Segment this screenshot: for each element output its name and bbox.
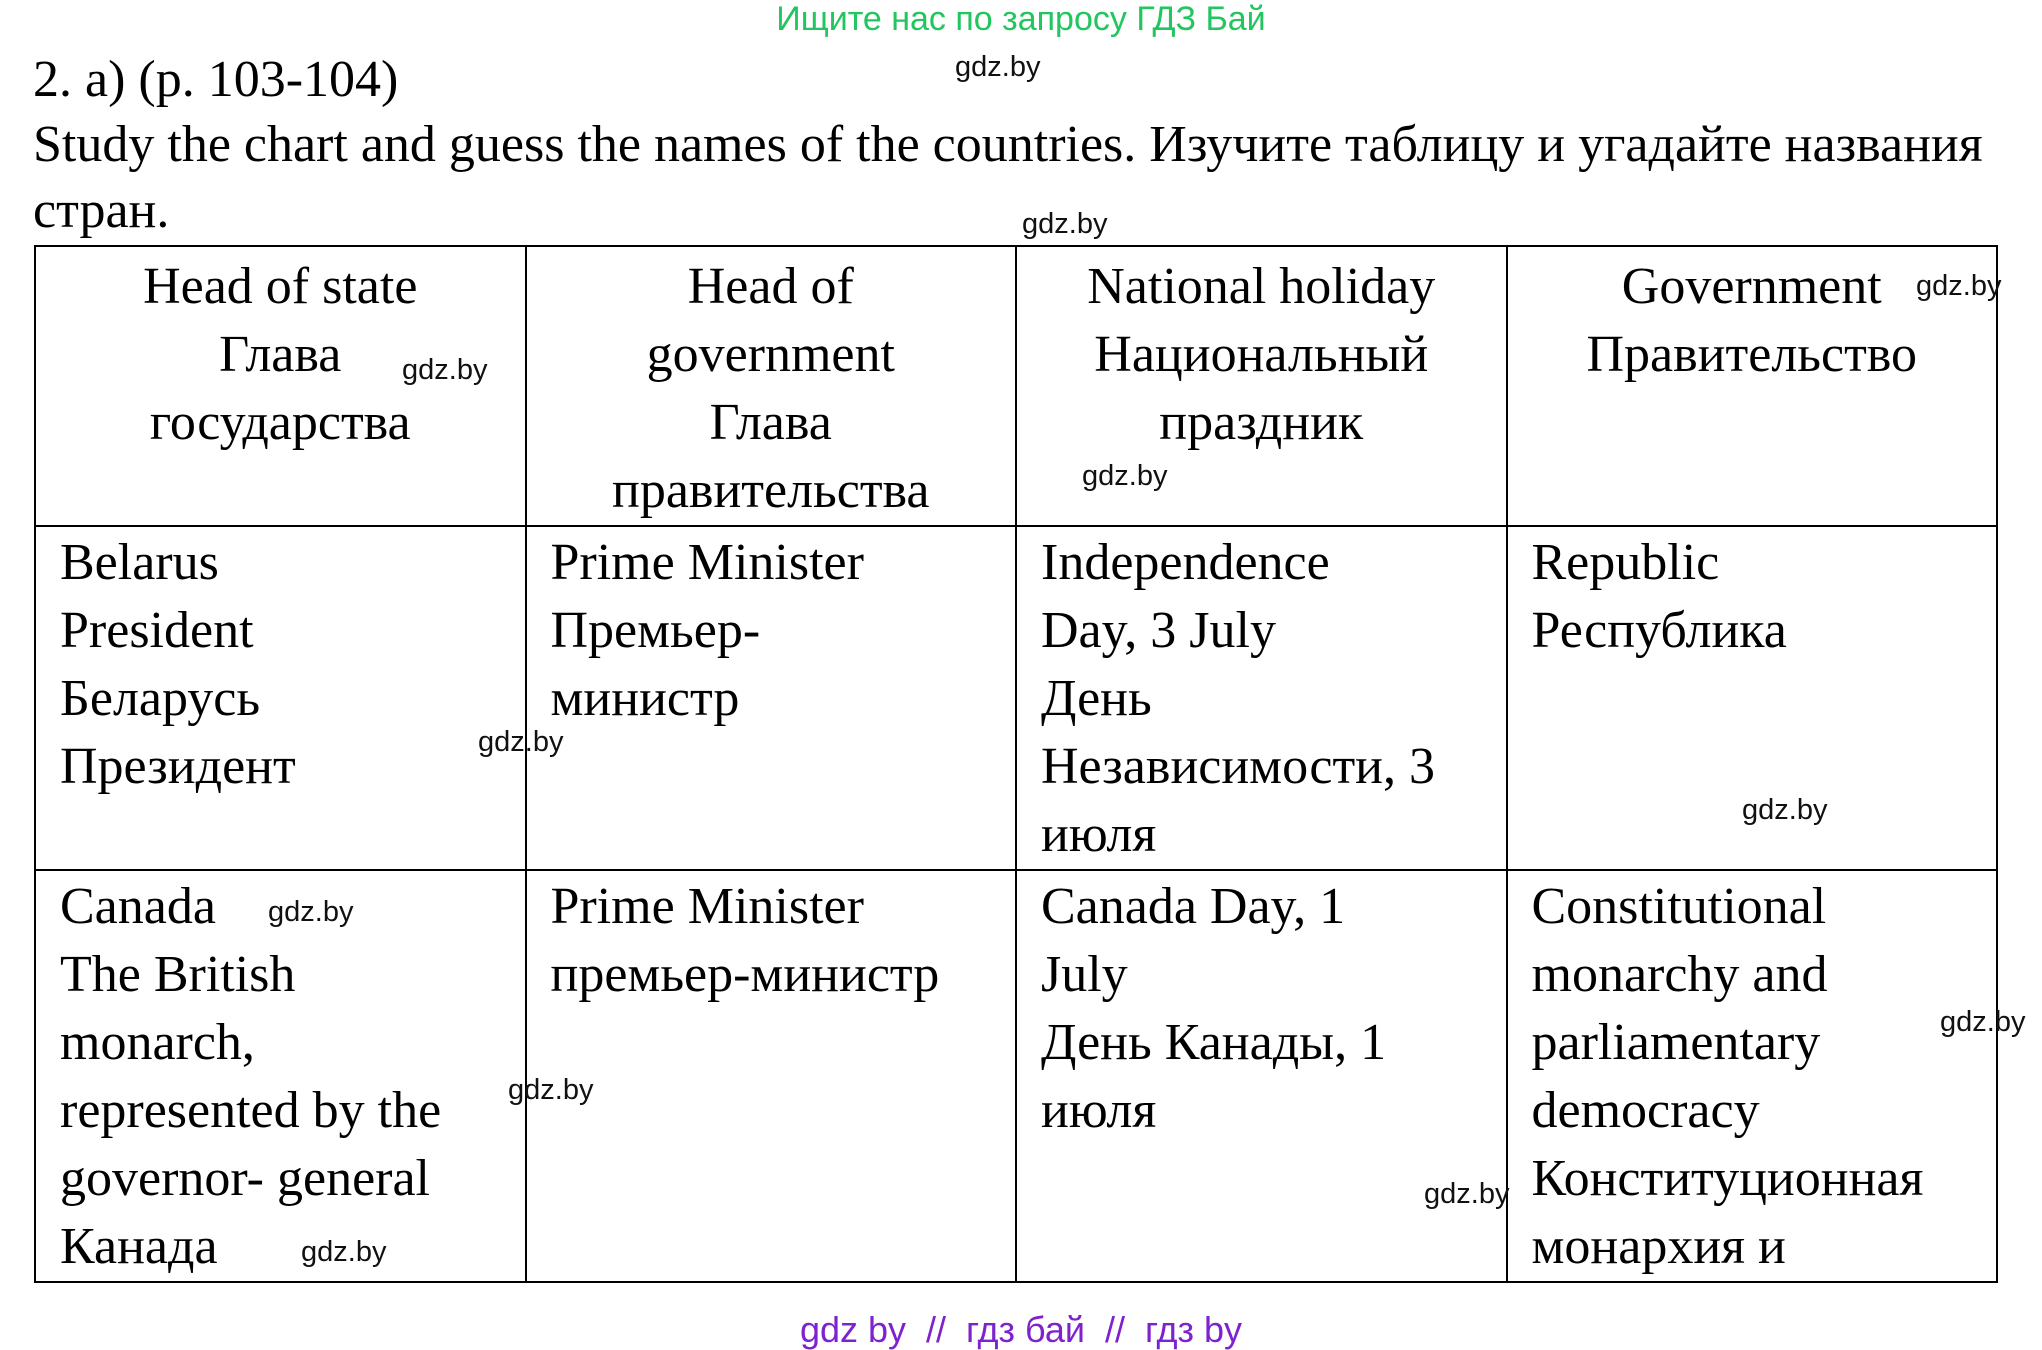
countries-table	[34, 245, 1998, 1283]
watermark: gdz.by	[1022, 208, 1108, 240]
watermark: gdz.by	[955, 51, 1041, 83]
task-number: 2. a) (p. 103-104)	[33, 51, 399, 108]
cell-government: Republic Республика	[1507, 526, 1998, 870]
header-national-holiday: National holiday Национальный праздник	[1016, 246, 1507, 526]
watermark: gdz.by	[1940, 1006, 2026, 1038]
cell-national-holiday: Canada Day, 1 July День Канады, 1 июля	[1016, 870, 1507, 1282]
watermark: gdz.by	[508, 1074, 594, 1106]
cell-head-of-state: Belarus President Беларусь Президент	[35, 526, 526, 870]
table-row-belarus	[35, 526, 1997, 870]
table-header-row	[35, 246, 1997, 526]
watermark: gdz.by	[301, 1236, 387, 1268]
cell-head-of-government: Prime Minister Премьер- министр	[526, 526, 1017, 870]
task-instruction: Study the chart and guess the names of the countries. Изучите таблицу и угадайте названия стран.	[33, 116, 1983, 239]
footer-links: gdz by // гдз бай // гдз by	[799, 1309, 1243, 1350]
cell-government: Constitutional monarchy and parliamentary democracy Конституционная монархия и	[1507, 870, 1998, 1282]
top-banner: Ищите нас по запросу ГДЗ Бай	[776, 0, 1266, 38]
watermark: gdz.by	[402, 354, 488, 386]
table-row-canada	[35, 870, 1997, 1282]
watermark: gdz.by	[1742, 794, 1828, 826]
watermark: gdz.by	[1082, 460, 1168, 492]
watermark: gdz.by	[478, 726, 564, 758]
watermark: gdz.by	[1424, 1178, 1510, 1210]
header-head-of-state: Head of state Глава государства	[35, 246, 526, 526]
cell-head-of-state: Canada The British monarch, represented by the governor- general Канада	[35, 870, 526, 1282]
cell-national-holiday: Independence Day, 3 July День Независимости, 3 июля	[1016, 526, 1507, 870]
watermark: gdz.by	[268, 896, 354, 928]
watermark: gdz.by	[1916, 270, 2002, 302]
header-head-of-government: Head of government Глава правительства	[526, 246, 1017, 526]
cell-head-of-government: Prime Minister премьер-министр	[526, 870, 1017, 1282]
header-government: Government Правительство	[1507, 246, 1998, 526]
